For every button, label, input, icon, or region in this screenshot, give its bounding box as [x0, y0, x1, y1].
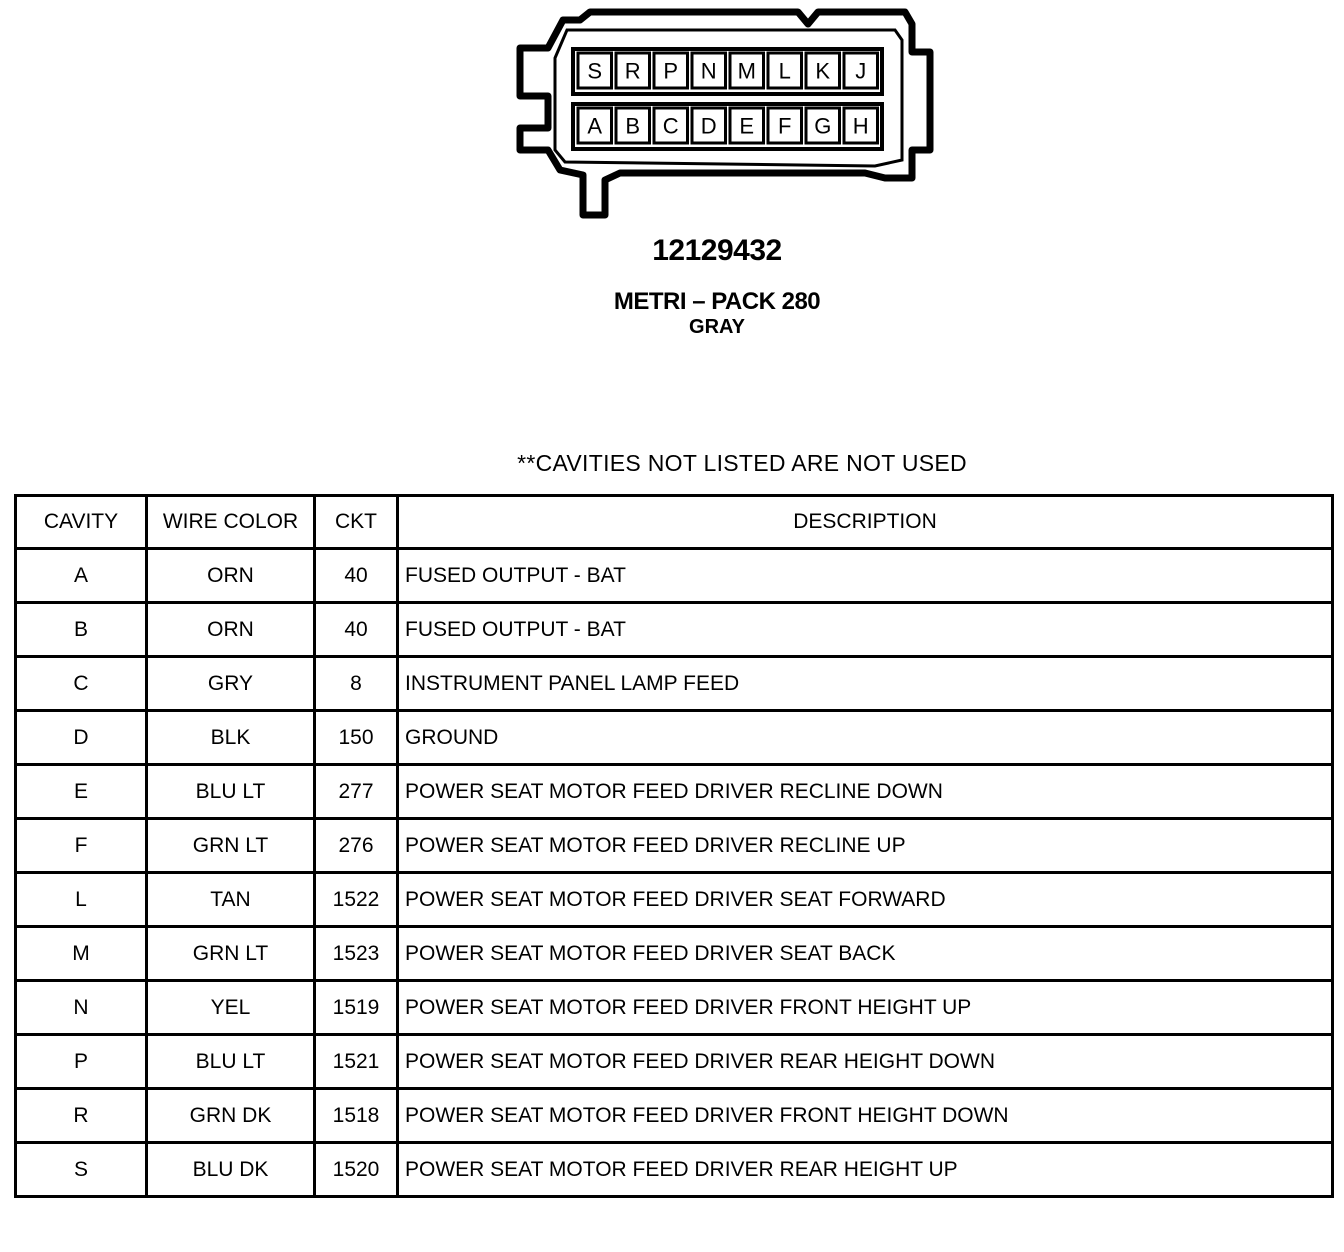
cavity-cell: C — [16, 657, 147, 711]
cavity-cell: F — [16, 819, 147, 873]
pin-label-n: N — [700, 58, 717, 84]
description-cell: FUSED OUTPUT - BAT — [398, 603, 1333, 657]
description-cell: GROUND — [398, 711, 1333, 765]
table-row — [16, 657, 1333, 711]
table-row — [16, 927, 1333, 981]
pin-label-c: C — [662, 113, 679, 139]
cavity-cell: N — [16, 981, 147, 1035]
wire-color-cell: YEL — [147, 981, 315, 1035]
wire-color-cell: ORN — [147, 549, 315, 603]
pin-label-l: L — [778, 58, 791, 84]
wire-color-cell: TAN — [147, 873, 315, 927]
description-cell: INSTRUMENT PANEL LAMP FEED — [398, 657, 1333, 711]
description-cell: POWER SEAT MOTOR FEED DRIVER FRONT HEIGHT DOWN — [398, 1089, 1333, 1143]
wire-color-cell: GRN LT — [147, 927, 315, 981]
connector-type: METRI – PACK 280 — [613, 288, 821, 315]
cavity-cell: M — [16, 927, 147, 981]
description-cell: POWER SEAT MOTOR FEED DRIVER REAR HEIGHT DOWN — [398, 1035, 1333, 1089]
ckt-cell: 40 — [315, 603, 398, 657]
header-description: DESCRIPTION — [398, 496, 1333, 549]
pin-label-b: B — [625, 113, 641, 139]
description-cell: POWER SEAT MOTOR FEED DRIVER SEAT FORWARD — [398, 873, 1333, 927]
description-cell: POWER SEAT MOTOR FEED DRIVER SEAT BACK — [398, 927, 1333, 981]
cavities-note: **CAVITIES NOT LISTED ARE NOT USED — [517, 450, 967, 476]
pin-label-j: J — [855, 58, 867, 84]
pin-label-h: H — [852, 113, 869, 139]
ckt-cell: 40 — [315, 549, 398, 603]
description-cell: POWER SEAT MOTOR FEED DRIVER FRONT HEIGHT UP — [398, 981, 1333, 1035]
table-row — [16, 549, 1333, 603]
cavity-cell: R — [16, 1089, 147, 1143]
ckt-cell: 276 — [315, 819, 398, 873]
part-number: 12129432 — [652, 234, 782, 267]
pin-label-a: A — [587, 113, 603, 139]
wire-color-cell: GRY — [147, 657, 315, 711]
wire-color-cell: BLK — [147, 711, 315, 765]
pin-label-g: G — [814, 113, 832, 139]
pin-label-s: S — [587, 58, 603, 84]
cavity-cell: B — [16, 603, 147, 657]
ckt-cell: 277 — [315, 765, 398, 819]
header-wire-color: WIRE COLOR — [147, 496, 315, 549]
cavity-cell: D — [16, 711, 147, 765]
pin-label-r: R — [624, 58, 641, 84]
ckt-cell: 8 — [315, 657, 398, 711]
pin-label-f: F — [778, 113, 792, 139]
ckt-cell: 1523 — [315, 927, 398, 981]
pin-label-p: P — [663, 58, 679, 84]
connector-color: GRAY — [689, 316, 745, 338]
description-cell: POWER SEAT MOTOR FEED DRIVER RECLINE DOWN — [398, 765, 1333, 819]
table-row — [16, 711, 1333, 765]
description-cell: POWER SEAT MOTOR FEED DRIVER REAR HEIGHT UP — [398, 1143, 1333, 1197]
table-header-row — [16, 496, 1333, 549]
table-row — [16, 1089, 1333, 1143]
pin-label-d: D — [700, 113, 717, 139]
cavity-cell: L — [16, 873, 147, 927]
ckt-cell: 1519 — [315, 981, 398, 1035]
cavity-cell: A — [16, 549, 147, 603]
table-row — [16, 1035, 1333, 1089]
table-row — [16, 603, 1333, 657]
cavity-cell: E — [16, 765, 147, 819]
cavity-cell: P — [16, 1035, 147, 1089]
header-cavity: CAVITY — [16, 496, 147, 549]
wire-color-cell: GRN LT — [147, 819, 315, 873]
table-row — [16, 765, 1333, 819]
pinout-table — [14, 494, 1334, 1198]
wire-color-cell: BLU DK — [147, 1143, 315, 1197]
description-cell: FUSED OUTPUT - BAT — [398, 549, 1333, 603]
table-row — [16, 873, 1333, 927]
ckt-cell: 1521 — [315, 1035, 398, 1089]
header-ckt: CKT — [315, 496, 398, 549]
pin-label-m: M — [737, 58, 756, 84]
table-row — [16, 981, 1333, 1035]
wire-color-cell: GRN DK — [147, 1089, 315, 1143]
wire-color-cell: ORN — [147, 603, 315, 657]
table-row — [16, 819, 1333, 873]
ckt-cell: 150 — [315, 711, 398, 765]
cavity-cell: S — [16, 1143, 147, 1197]
ckt-cell: 1520 — [315, 1143, 398, 1197]
ckt-cell: 1522 — [315, 873, 398, 927]
ckt-cell: 1518 — [315, 1089, 398, 1143]
description-cell: POWER SEAT MOTOR FEED DRIVER RECLINE UP — [398, 819, 1333, 873]
wire-color-cell: BLU LT — [147, 765, 315, 819]
pin-label-e: E — [739, 113, 755, 139]
table-row — [16, 1143, 1333, 1197]
pin-label-k: K — [815, 58, 831, 84]
wire-color-cell: BLU LT — [147, 1035, 315, 1089]
